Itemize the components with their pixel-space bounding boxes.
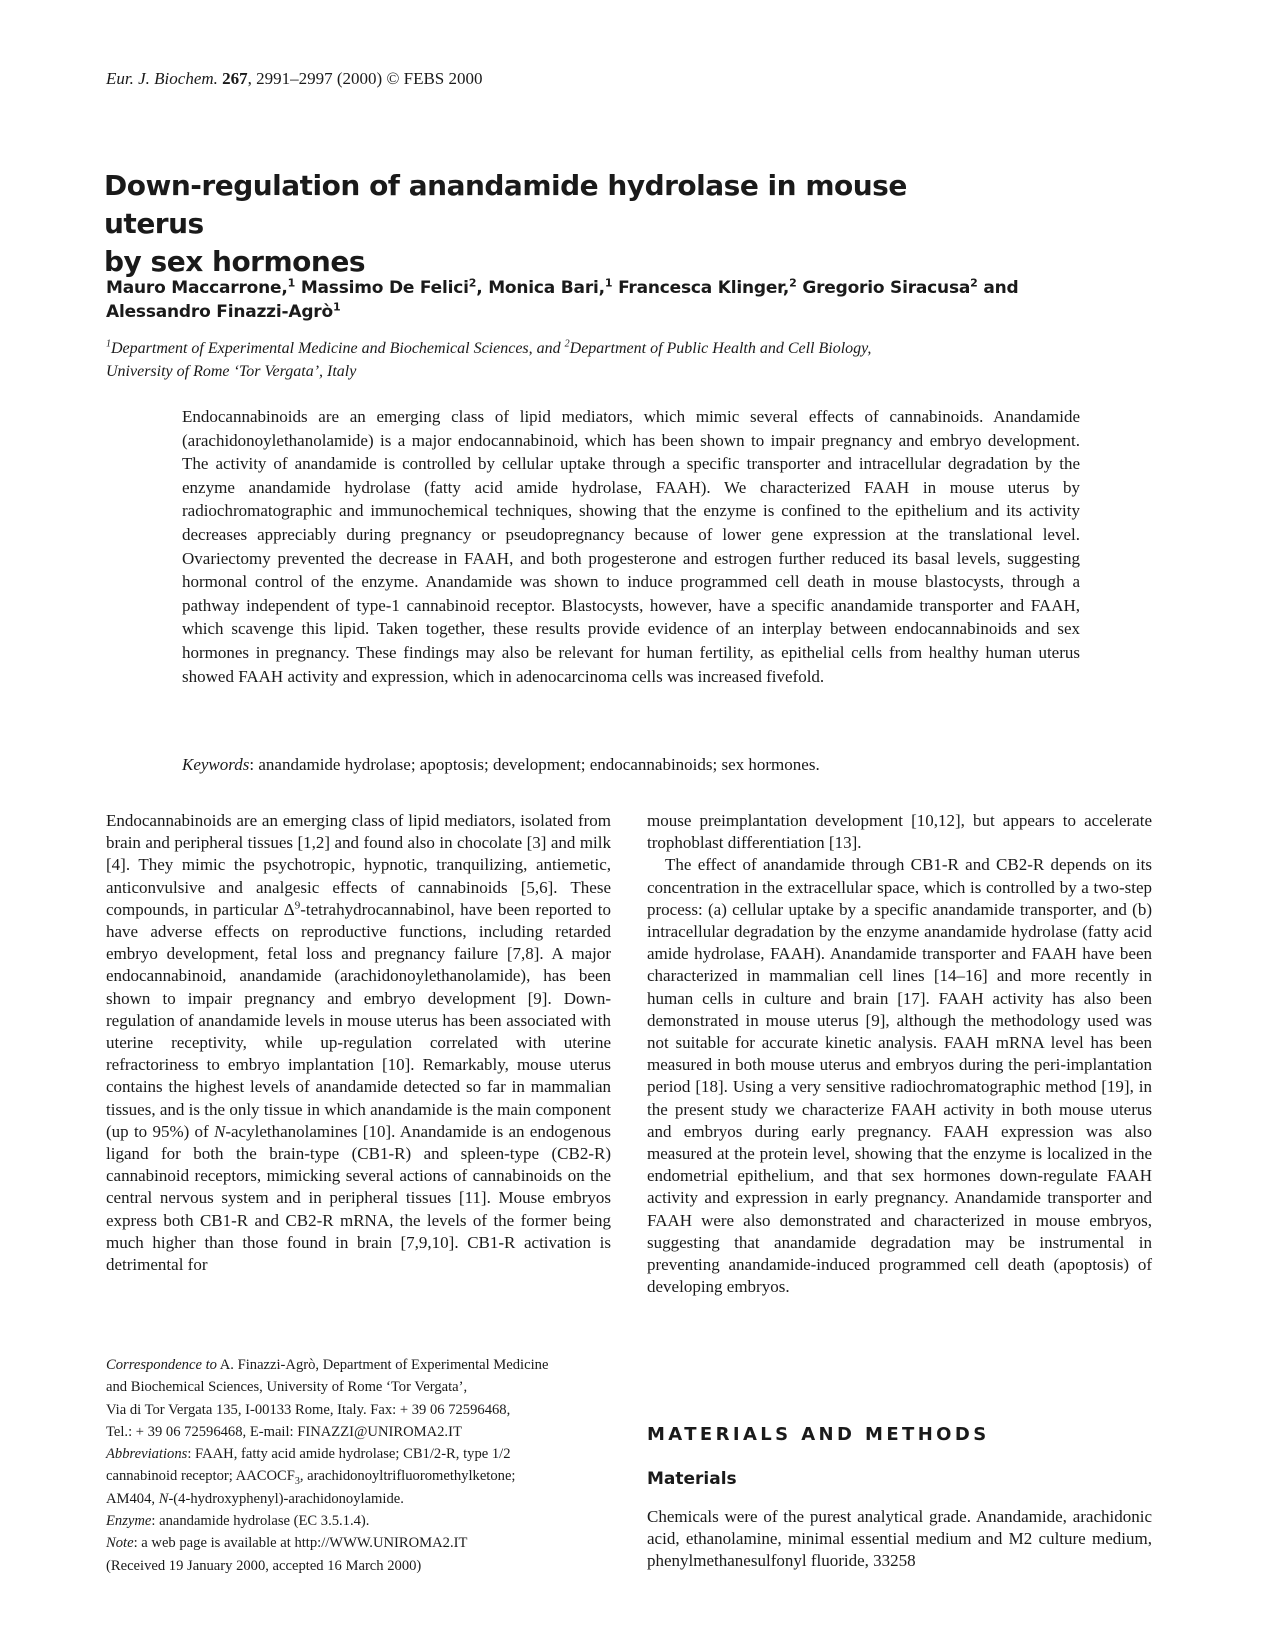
author-list bbox=[106, 276, 1106, 324]
correspondence-label: Correspondence to bbox=[106, 1357, 217, 1373]
intro-text-part-2: -tetrahydrocannabinol, have been reported to have adverse effects on reproductive functions, including retarded embryo development, fetal loss and pregnancy failure [7,8]. A major endocannabinoid, anandamide (arachidonoylethanolamide), has been shown to impair pregnancy and embryo development [9]. Down-regulation of anandamide levels in mouse uterus has been associated with uterine receptivity, while up-regulation correlated with uterine refractoriness to embryo implantation [10]. Remarkably, mouse uterus contains the highest levels of anandamide detected so far in mammalian tissues, and is the only tissue in which anandamide is the main component (up to 95%) of bbox=[106, 899, 611, 1141]
author-affiliation-mark: 2 bbox=[468, 276, 477, 290]
italic-n: N bbox=[214, 1121, 226, 1141]
subscript-3: 3 bbox=[294, 1476, 300, 1488]
author-name: Alessandro Finazzi-Agrò bbox=[106, 302, 333, 322]
abbreviations-label: Abbreviations bbox=[106, 1446, 188, 1463]
enzyme-text: : anandamide hydrolase (EC 3.5.1.4). bbox=[151, 1513, 370, 1530]
subsection-heading-materials: Materials bbox=[647, 1469, 737, 1489]
author-conjunction: and bbox=[983, 278, 1019, 298]
intro-paragraph-continued: mouse preimplantation development [10,12], but appears to accelerate trophoblast differentiation [13]. bbox=[647, 811, 1152, 853]
journal-volume: 267 bbox=[222, 69, 248, 88]
received-dates: (Received 19 January 2000, accepted 16 March 2000) bbox=[106, 1557, 422, 1574]
abbreviations-line-3 bbox=[106, 1488, 626, 1510]
author-affiliation-mark: 2 bbox=[789, 276, 797, 290]
author-affiliation-mark: 1 bbox=[287, 276, 296, 290]
affiliations bbox=[106, 337, 1106, 383]
author-name: Massimo De Felici bbox=[300, 278, 469, 298]
affiliation-mark-2: 2 bbox=[564, 338, 570, 350]
italic-n: N bbox=[158, 1490, 169, 1507]
delta-superscript: 9 bbox=[294, 899, 301, 912]
note-text: : a web page is available at http://WWW.UNIROMA2.IT bbox=[133, 1535, 468, 1552]
abbreviations-line-1 bbox=[106, 1443, 626, 1465]
section-heading-materials-methods: MATERIALS AND METHODS bbox=[647, 1424, 990, 1445]
abstract: Endocannabinoids are an emerging class of lipid mediators, which mimic several effects of cannabinoids. Anandamide (arachidonoylethanolamide) is a major endocannabinoid, which has been shown to impair pregnancy and embryo development. The activity of anandamide is controlled by cellular uptake through a specific transporter and intracellular degradation by the enzyme anandamide hydrolase (fatty acid amide hydrolase, FAAH). We characterized FAAH in mouse uterus by radiochromatographic and immunochemical techniques, showing that the enzyme is confined to the epithelium and its activity decreases appreciably during pregnancy or pseudopregnancy because of lower gene expression at the translational level. Ovariectomy prevented the decrease in FAAH, and both progesterone and estrogen further reduced its basal levels, suggesting hormonal control of the enzyme. Anandamide was shown to induce programmed cell death in mouse blastocysts, through a pathway independent of type-1 cannabinoid receptor. Blastocysts, however, have a specific anandamide transporter and FAAH, which scavenge this lipid. Taken together, these results provide evidence of an interplay between endocannabinoids and sex hormones in pregnancy. These findings may also be relevant for human fertility, as epithelial cells from healthy human uterus showed FAAH activity and expression, which in adenocarcinoma cells was increased fivefold. bbox=[182, 407, 1080, 686]
keywords-text: : anandamide hydrolase; apoptosis; development; endocannabinoids; sex hormones. bbox=[249, 755, 820, 774]
affiliation-2: Department of Public Health and Cell Biology, bbox=[569, 340, 872, 357]
keywords bbox=[182, 753, 1080, 776]
body-column-right bbox=[647, 810, 1152, 1298]
abbreviations-text: AM404, bbox=[106, 1490, 159, 1507]
author-name: Gregorio Siracusa bbox=[802, 278, 971, 298]
affiliation-mark-1: 1 bbox=[106, 338, 111, 350]
abbreviations-text: , arachidonoyltrifluoromethylketone; bbox=[299, 1468, 516, 1485]
intro-text-part-1: Endocannabinoids are an emerging class of lipid mediators, isolated from brain and peripheral tissues [1,2] and found also in chocolate [3] and milk [4]. They mimic the psychotropic, hypnotic, tranquilizing, antiemetic, anticonvulsive and analgesic effects of cannabinoids [5,6]. These compounds, in particular Δ bbox=[106, 811, 611, 919]
note-line bbox=[106, 1532, 626, 1554]
affiliation-1: Department of Experimental Medicine and Biochemical Sciences, and bbox=[111, 340, 565, 357]
keywords-label: Keywords bbox=[182, 755, 250, 774]
journal-reference bbox=[106, 68, 483, 90]
article-title-line-2: by sex hormones bbox=[104, 245, 365, 278]
intro-paragraph bbox=[106, 810, 611, 1276]
journal-pages-copyright: , 2991–2997 (2000) © FEBS 2000 bbox=[247, 69, 483, 88]
footnotes bbox=[106, 1354, 626, 1577]
abbreviations-line-2 bbox=[106, 1465, 626, 1487]
enzyme-line bbox=[106, 1510, 626, 1532]
abbreviations-text: : FAAH, fatty acid amide hydrolase; CB1/2-R, type 1/2 bbox=[187, 1446, 511, 1463]
author-name: , Monica Bari, bbox=[476, 278, 605, 298]
enzyme-label: Enzyme bbox=[106, 1513, 152, 1530]
correspondence-line-2: and Biochemical Sciences, University of Rome ‘Tor Vergata’, bbox=[106, 1379, 468, 1396]
abbreviations-text: -(4-hydroxyphenyl)-arachidonoylamide. bbox=[168, 1490, 404, 1507]
correspondence-line-1 bbox=[106, 1354, 626, 1376]
intro-text-part-3: -acylethanolamines [10]. Anandamide is an endogenous ligand for both the brain-type (CB1-R) and spleen-type (CB2-R) cannabinoid receptors, mimicking several actions of cannabinoids on the central nervous system and in peripheral tissues [11]. Mouse embryos express both CB1-R and CB2-R mRNA, the levels of the former being much higher than those found in brain [7,9,10]. CB1-R activation is detrimental for bbox=[106, 1121, 611, 1275]
correspondence-line-4: Tel.: + 39 06 72596468, E-mail: FINAZZI@UNIROMA2.IT bbox=[106, 1423, 462, 1440]
correspondence-text: A. Finazzi-Agrò, Department of Experimental Medicine bbox=[216, 1357, 549, 1373]
journal-name: Eur. J. Biochem. bbox=[106, 69, 218, 88]
abbreviations-text: cannabinoid receptor; AACOCF bbox=[106, 1468, 295, 1485]
article-title bbox=[104, 167, 1004, 281]
author-affiliation-mark: 1 bbox=[604, 276, 613, 290]
note-label: Note bbox=[106, 1535, 134, 1552]
body-column-left bbox=[106, 810, 611, 1276]
author-name: Francesca Klinger, bbox=[618, 278, 790, 298]
materials-paragraph: Chemicals were of the purest analytical grade. Anandamide, arachidonic acid, ethanolamine, minimal essential medium and M2 culture medium, phenylmethanesulfonyl fluoride, 33258 bbox=[647, 1507, 1152, 1571]
author-affiliation-mark: 2 bbox=[970, 276, 978, 290]
affiliation-line-1 bbox=[106, 337, 1106, 360]
intro-paragraph-2: The effect of anandamide through CB1-R and CB2-R depends on its concentration in the extracellular space, which is controlled by a two-step process: (a) cellular uptake by a specific anandamide transporter, and (b) intracellular degradation by the enzyme anandamide hydrolase (fatty acid amide hydrolase, FAAH). Anandamide transporter and FAAH have been characterized in mammalian cell lines [14–16] and more recently in human cells in culture and brain [17]. FAAH activity has also been demonstrated in mouse uterus [9], although the methodology used was not suitable for accurate kinetic analysis. FAAH mRNA level has been measured in both mouse uterus and embryos during the peri-implantation period [18]. Using a very sensitive radiochromatographic method [19], in the present study we characterize FAAH activity in both mouse uterus and embryos during early pregnancy. FAAH expression was also measured at the protein level, showing that the enzyme is localized in the endometrial epithelium, and that sex hormones down-regulate FAAH activity and expression in early pregnancy. Anandamide transporter and FAAH were also demonstrated and characterized in mouse embryos, suggesting that anandamide degradation may be instrumental in preventing anandamide-induced programmed cell death (apoptosis) of developing embryos. bbox=[647, 855, 1152, 1297]
author-affiliation-mark: 1 bbox=[332, 300, 341, 314]
author-line-1 bbox=[106, 276, 1106, 300]
article-title-line-1: Down-regulation of anandamide hydrolase in mouse uterus bbox=[104, 169, 907, 240]
author-line-2 bbox=[106, 300, 1106, 324]
author-name: Mauro Maccarrone, bbox=[106, 278, 288, 298]
affiliation-line-2: University of Rome ‘Tor Vergata’, Italy bbox=[106, 363, 357, 380]
correspondence-line-3: Via di Tor Vergata 135, I-00133 Rome, Italy. Fax: + 39 06 72596468, bbox=[106, 1401, 511, 1418]
